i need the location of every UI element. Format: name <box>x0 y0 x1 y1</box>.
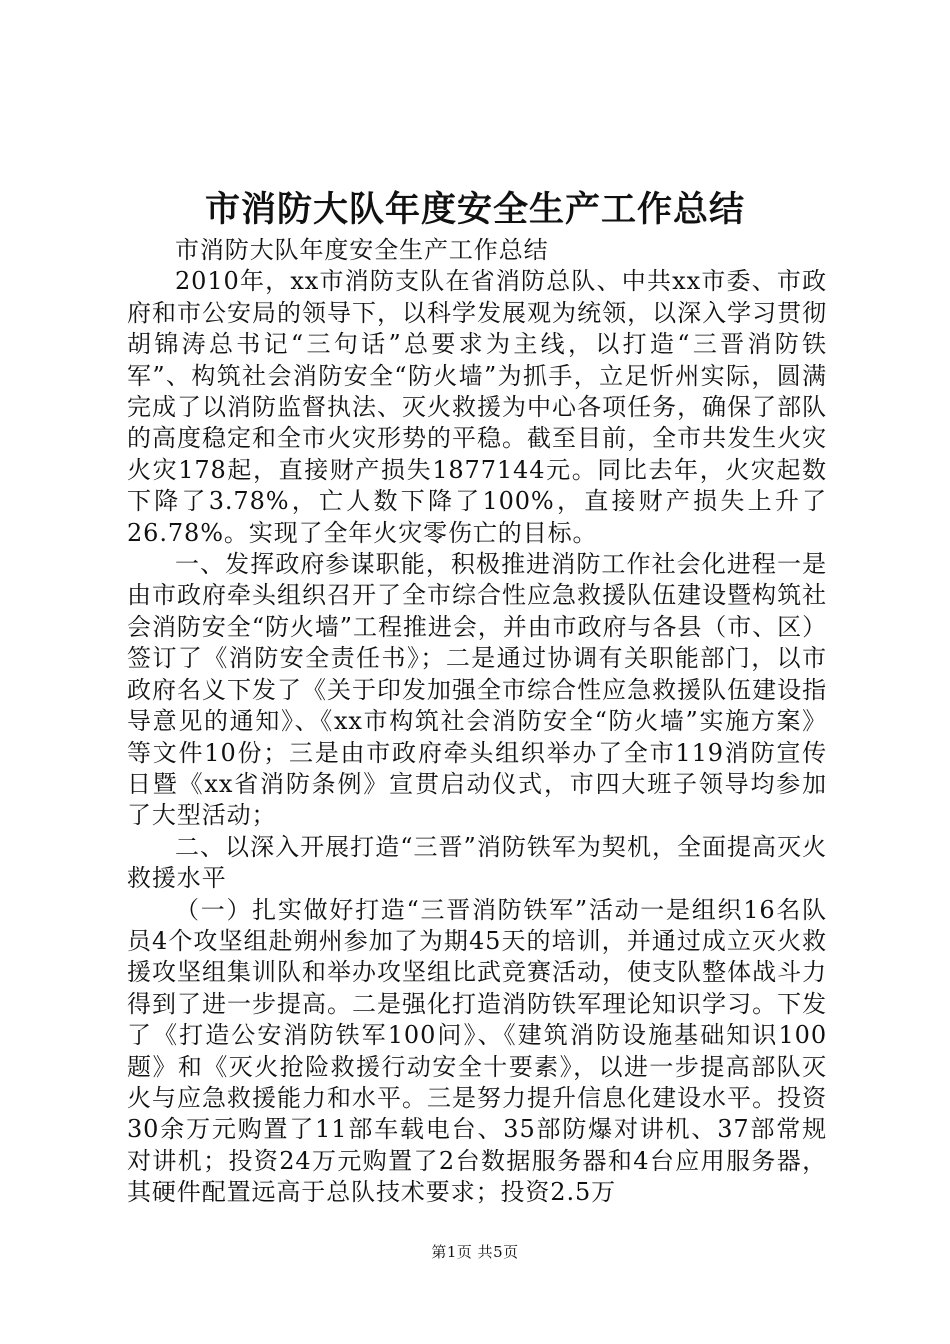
document-title: 市消防大队年度安全生产工作总结 <box>204 189 745 230</box>
paragraph-intro: 2010年，xx市消防支队在省消防总队、中共xx市委、市政府和市公安局的领导下，以科学发展观为统领，以深入学习贯彻胡锦涛总书记“三句话”总要求为主线，以打造“三晋消防铁军”、构筑社会消防安全“防火墙”为抓手，立足忻州实际，圆满完成了以消防监督执法、灭火救援为中心各项任务，确保了部队的高度稳定和全市火灾形势的平稳。截至目前，全市共发生火灾火灾178起，直接财产损失1877144元。同比去年，火灾起数下降了3.78%，亡人数下降了100%，直接财产损失上升了26.78%。实现了全年火灾零伤亡的目标。 <box>127 267 827 547</box>
paragraph-section-two-heading: 二、以深入开展打造“三晋”消防铁军为契机，全面提高灭火救援水平 <box>127 832 827 893</box>
paragraph-subsection-one: （一）扎实做好打造“三晋消防铁军”活动一是组织16名队员4个攻坚组赴朔州参加了为期45天的培训，并通过成立灭火救援攻坚组集训队和举办攻坚组比武竞赛活动，使支队整体战斗力得到了进一步提高。二是强化打造消防铁军理论知识学习。下发了《打造公安消防铁军100问》、《建筑消防设施基础知识100题》和《灭火抢险救援行动安全十要素》，以进一步提高部队灭火与应急救援能力和水平。三是努力提升信息化建设水平。投资30余万元购置了11部车载电台、35部防爆对讲机、37部常规对讲机；投资24万元购置了2台数据服务器和4台应用服务器，其硬件配置远高于总队技术要求；投资2.5万 <box>127 895 827 1207</box>
paragraph-section-one: 一、发挥政府参谋职能，积极推进消防工作社会化进程一是由市政府牵头组织召开了全市综合性应急救援队伍建设暨构筑社会消防安全“防火墙”工程推进会，并由市政府与各县（市、区）签订了《消防安全责任书》；二是通过协调有关职能部门，以市政府名义下发了《关于印发加强全市综合性应急救援队伍建设指导意见的通知》、《xx市构筑社会消防安全“防火墙”实施方案》等文件10份；三是由市政府牵头组织举办了全市119消防宣传日暨《xx省消防条例》宣贯启动仪式，市四大班子领导均参加了大型活动； <box>127 550 827 830</box>
page-footer: 第1页 共5页 <box>431 1243 519 1261</box>
paragraph-subtitle: 市消防大队年度安全生产工作总结 <box>175 236 549 264</box>
document-body <box>127 235 827 1209</box>
